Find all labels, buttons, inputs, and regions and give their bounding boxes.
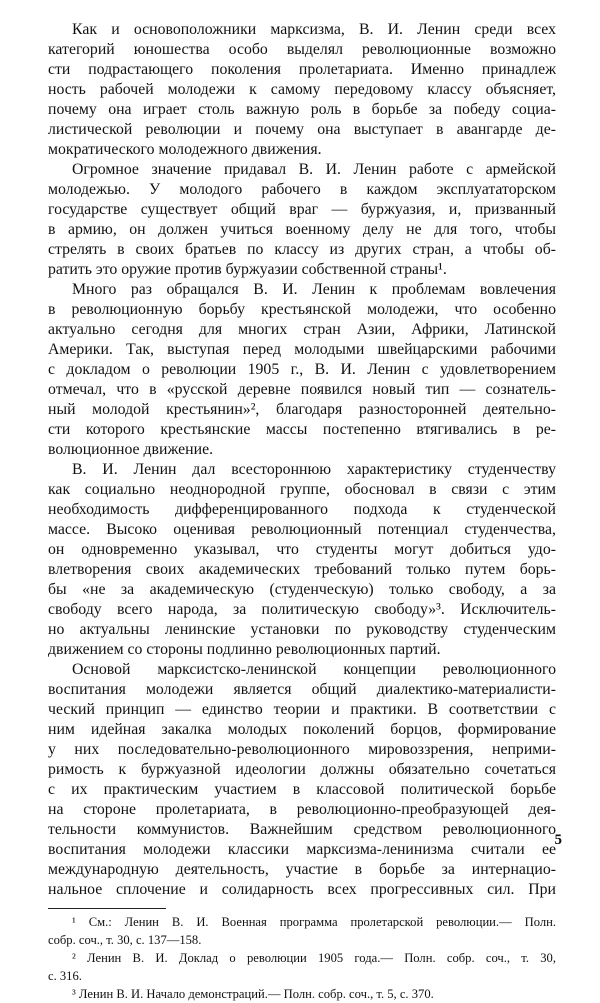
footnote-divider bbox=[48, 908, 166, 909]
text-line: Как и основоположники марксизма, В. И. Ленин среди всех bbox=[72, 21, 556, 38]
text-line: мократического молодежного движения. bbox=[48, 141, 322, 158]
text-line: Америки. Так, выступая перед молодыми швейцарскими рабочими bbox=[48, 341, 556, 358]
text-line: он одновременно указывал, что студенты могут добиться удо- bbox=[48, 541, 556, 558]
text-line: с их практическим участием в классовой политической борьбе bbox=[48, 781, 556, 798]
text-line: римость к буржуазной идеологии должны обязательно сочетаться bbox=[48, 761, 556, 778]
text-line: сти подрастающего поколения пролетариата. Именно принадлеж bbox=[48, 61, 556, 78]
text-line: ность рабочей молодежи к самому передовому классу объясняет, bbox=[48, 81, 556, 98]
footnote-line: собр. соч., т. 30, с. 137—158. bbox=[48, 933, 202, 947]
footnote-line: ¹ См.: Ленин В. И. Военная программа пролетарской революции.— Полн. bbox=[72, 915, 556, 929]
text-line: влетворения своих академических требований только путем борь- bbox=[48, 561, 556, 578]
page-number: 5 bbox=[554, 832, 562, 848]
text-line: нальное сплочение и солидарность всех прогрессивных сил. При bbox=[48, 881, 556, 898]
paragraph-2 bbox=[48, 160, 556, 280]
text-line: у них последовательно-революционного мировоззрения, неприми- bbox=[48, 741, 556, 758]
page-body bbox=[48, 20, 556, 1003]
text-line: молодежью. У молодого рабочего в каждом эксплуататорском bbox=[48, 181, 556, 198]
paragraph-1 bbox=[48, 20, 556, 160]
text-line: международную деятельность, участие в борьбе за интернацио- bbox=[48, 861, 556, 878]
text-line: стрелять в своих братьев по классу из других стран, а чтобы об- bbox=[48, 241, 556, 258]
text-line: категорий юношества особо выделял революционные возможно bbox=[48, 41, 556, 58]
footnotes bbox=[48, 913, 556, 1003]
text-line: с докладом о революции 1905 г., В. И. Ленин с удовлетворением bbox=[48, 361, 556, 378]
text-line: листической революции и почему она выступает в авангарде де- bbox=[48, 121, 556, 138]
text-line: Много раз обращался В. И. Ленин к проблемам вовлечения bbox=[72, 281, 556, 298]
text-line: на стороне пролетариата, в революционно-преобразующей дея- bbox=[48, 801, 556, 818]
footnote-line: ² Ленин В. И. Доклад о революции 1905 года.— Полн. собр. соч., т. 30, bbox=[72, 951, 556, 965]
text-line: необходимость дифференцированного подхода к студенческой bbox=[48, 501, 556, 518]
text-line: почему она играет столь важную роль в борьбе за победу социа- bbox=[48, 101, 556, 118]
paragraph-5 bbox=[48, 660, 556, 900]
text-line: свободу всего народа, за политическую свободу»³. Исключитель- bbox=[48, 601, 556, 618]
text-line: в армию, он должен учиться военному делу не для того, чтобы bbox=[48, 221, 556, 238]
text-line: ческий принцип — единство теории и практики. В соответствии с bbox=[48, 701, 556, 718]
text-line: ним идейная закалка молодых поколений борцов, формирование bbox=[48, 721, 556, 738]
text-line: ратить это оружие против буржуазии собственной страны¹. bbox=[48, 261, 447, 278]
footnote-line: с. 316. bbox=[48, 969, 82, 983]
text-line: Огромное значение придавал В. И. Ленин работе с армейской bbox=[72, 161, 556, 178]
text-line: актуально сегодня для многих стран Азии, Африки, Латинской bbox=[48, 321, 556, 338]
text-line: ный молодой крестьянин»², благодаря разносторонней деятельно- bbox=[48, 401, 556, 418]
paragraph-4 bbox=[48, 460, 556, 660]
text-line: воспитания молодежи классики марксизма-ленинизма считали ее bbox=[48, 841, 556, 858]
text-line: в революционную борьбу крестьянской молодежи, что особенно bbox=[48, 301, 556, 318]
text-line: В. И. Ленин дал всестороннюю характеристику студенчеству bbox=[72, 461, 556, 478]
text-line: государстве существует общий враг — буржуазия, и, призванный bbox=[48, 201, 556, 218]
text-line: движением со стороны подлинно революционных партий. bbox=[48, 641, 441, 658]
text-line: отмечал, что в «русской деревне появился новый тип — сознатель- bbox=[48, 381, 556, 398]
paragraph-3 bbox=[48, 280, 556, 460]
text-line: но актуальны ленинские установки по руководству студенческим bbox=[48, 621, 556, 638]
text-line: тельности коммунистов. Важнейшим средством революционного bbox=[48, 821, 556, 838]
text-line: Основой марксистско-ленинской концепции революционного bbox=[72, 661, 556, 678]
text-line: сти которого крестьянские массы постепенно втягивались в ре- bbox=[48, 421, 556, 438]
text-line: бы «не за академическую (студенческую) только свободу, а за bbox=[48, 581, 556, 598]
footnote-line: ³ Ленин В. И. Начало демонстраций.— Полн. собр. соч., т. 5, с. 370. bbox=[72, 987, 434, 1001]
text-line: воспитания молодежи является общий диалектико-материалисти- bbox=[48, 681, 556, 698]
text-line: как социально неоднородной группе, обосновал в связи с этим bbox=[48, 481, 556, 498]
text-line: волюционное движение. bbox=[48, 441, 214, 458]
text-line: массе. Высоко оценивая революционный потенциал студенчества, bbox=[48, 521, 556, 538]
